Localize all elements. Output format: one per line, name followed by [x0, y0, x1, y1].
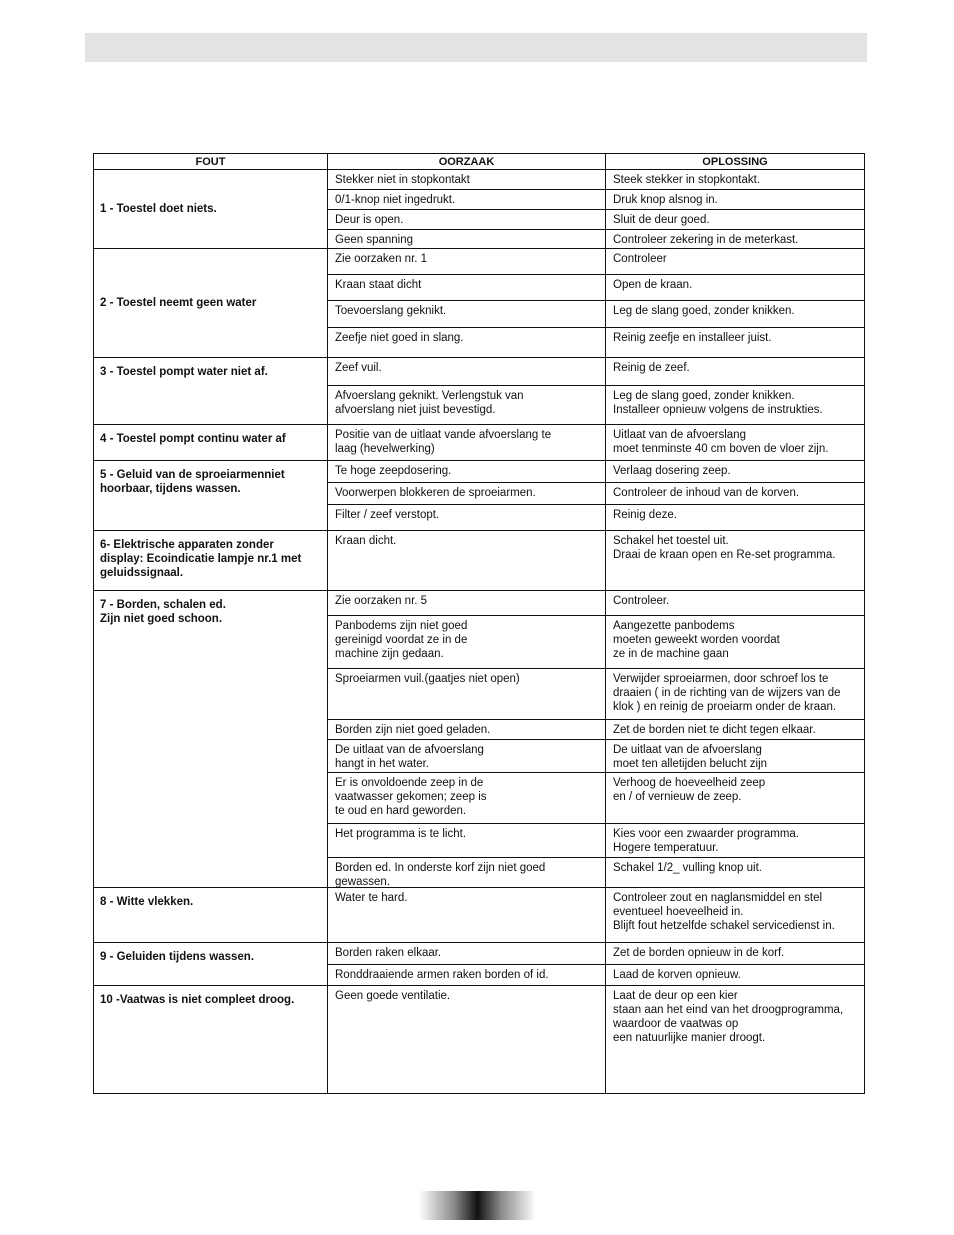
cause-line: [328, 739, 605, 772]
fault-cell: [94, 249, 328, 358]
solution-cell: [606, 888, 865, 943]
solution-line: [606, 209, 864, 229]
cause-text: Het programma is te licht.: [335, 828, 467, 840]
solution-line: [606, 358, 864, 385]
solution-text: Steek stekker in stopkontakt.: [613, 174, 761, 186]
solution-text: Reinig de zeef.: [613, 362, 690, 374]
fault-cell: [94, 986, 328, 1094]
solution-cell: [606, 943, 865, 986]
solution-cell: [606, 461, 865, 531]
solution-line: [606, 772, 864, 823]
cause-cell: [328, 461, 606, 531]
solution-line: [606, 249, 864, 274]
fault-cell: [94, 170, 328, 249]
cause-text: Zie oorzaken nr. 1: [335, 253, 428, 265]
cause-cell: [328, 358, 606, 425]
table-row: [94, 425, 865, 461]
cause-line: [328, 170, 605, 189]
solution-line: [606, 461, 864, 482]
fault-cell: [94, 425, 328, 461]
table-row: [94, 249, 865, 358]
cause-line: [328, 591, 605, 615]
solution-text: Verwijder sproeiarmen, door schroef los te draaien ( in de richting van de wijzers van de klok ) en reinig de proeiarm onder de kraan.: [613, 673, 841, 713]
cause-text: Sproeiarmen vuil.(gaatjes niet open): [335, 673, 520, 685]
oorzaak-header: OORZAAK: [328, 154, 606, 170]
cause-text: Deur is open.: [335, 214, 404, 226]
cause-text: Geen goede ventilatie.: [335, 990, 451, 1002]
cause-line: [328, 209, 605, 229]
solution-line: [606, 668, 864, 719]
cause-text: Zie oorzaken nr. 5: [335, 595, 428, 607]
fault-text: 7 - Borden, schalen ed. Zijn niet goed schoon.: [100, 599, 226, 625]
solution-line: [606, 888, 864, 942]
cause-text: Borden raken elkaar.: [335, 947, 442, 959]
cause-text: Borden ed. In onderste korf zijn niet goed gewassen.: [335, 862, 546, 888]
cause-line: [328, 300, 605, 327]
solution-cell: [606, 986, 865, 1094]
cause-text: Geen spanning: [335, 234, 414, 246]
solution-text: Reinig zeefje en installeer juist.: [613, 332, 772, 344]
solution-text: Schakel 1/2_ vulling knop uit.: [613, 862, 762, 874]
solution-text: Zet de borden opnieuw in de korf.: [613, 947, 785, 959]
cause-line: [328, 425, 605, 460]
cause-text: Voorwerpen blokkeren de sproeiarmen.: [335, 487, 536, 499]
solution-text: Laad de korven opnieuw.: [613, 969, 741, 981]
table-body: [94, 170, 865, 1094]
solution-text: Leg de slang goed, zonder knikken.: [613, 305, 795, 317]
cause-line: [328, 189, 605, 209]
cause-text: Zeef vuil.: [335, 362, 382, 374]
cause-line: [328, 823, 605, 857]
solution-line: [606, 300, 864, 327]
cause-line: [328, 249, 605, 274]
cause-text: De uitlaat van de afvoerslang hangt in het water.: [335, 744, 484, 770]
cause-line: [328, 327, 605, 357]
solution-line: [606, 943, 864, 964]
cause-text: Filter / zeef verstopt.: [335, 509, 440, 521]
solution-line: [606, 964, 864, 985]
cause-line: [328, 857, 605, 887]
solution-text: Controleer: [613, 253, 667, 265]
solution-line: [606, 504, 864, 530]
oplossing-header: OPLOSSING: [606, 154, 865, 170]
solution-line: [606, 615, 864, 668]
solution-line: [606, 229, 864, 248]
cause-line: [328, 772, 605, 823]
cause-text: Borden zijn niet goed geladen.: [335, 724, 491, 736]
solution-text: Controleer zout en naglansmiddel en stel eventueel hoeveelheid in. Blijft fout hetzelfde schakel servicedienst in.: [613, 892, 835, 932]
cause-line: [328, 668, 605, 719]
table-row: [94, 358, 865, 425]
solution-text: Leg de slang goed, zonder knikken. Installeer opnieuw volgens de instrukties.: [613, 390, 823, 416]
solution-line: [606, 986, 864, 1093]
solution-text: Verhoog de hoeveelheid zeep en / of vernieuw de zeep.: [613, 777, 766, 803]
solution-line: [606, 385, 864, 424]
solution-text: Schakel het toestel uit. Draai de kraan open en Re-set programma.: [613, 535, 836, 561]
cause-cell: [328, 888, 606, 943]
solution-text: Aangezette panbodems moeten geweekt worden voordat ze in de machine gaan: [613, 620, 780, 660]
page-number-tab: [419, 1191, 536, 1220]
cause-text: Kraan staat dicht: [335, 279, 422, 291]
fault-cell: [94, 461, 328, 531]
solution-line: [606, 823, 864, 857]
solution-cell: [606, 170, 865, 249]
cause-line: [328, 274, 605, 300]
solution-line: [606, 189, 864, 209]
solution-text: Druk knop alsnog in.: [613, 194, 718, 206]
solution-text: Controleer de inhoud van de korven.: [613, 487, 800, 499]
fault-cell: [94, 531, 328, 591]
solution-text: Open de kraan.: [613, 279, 693, 291]
cause-text: Afvoerslang geknikt. Verlengstuk van afvoerslang niet juist bevestigd.: [335, 390, 524, 416]
cause-text: Ronddraaiende armen raken borden of id.: [335, 969, 549, 981]
fault-text: 9 - Geluiden tijdens wassen.: [100, 951, 255, 963]
cause-text: Stekker niet in stopkontakt: [335, 174, 470, 186]
cause-line: [328, 504, 605, 530]
cause-text: Panbodems zijn niet goed gereinigd voordat ze in de machine zijn gedaan.: [335, 620, 468, 660]
fault-cell: [94, 591, 328, 888]
cause-line: [328, 385, 605, 424]
cause-line: [328, 986, 605, 1093]
solution-text: Reinig deze.: [613, 509, 677, 521]
cause-text: Positie van de uitlaat vande afvoerslang te laag (hevelwerking): [335, 429, 552, 455]
table-row: [94, 591, 865, 888]
fault-cell: [94, 943, 328, 986]
solution-text: Verlaag dosering zeep.: [613, 465, 731, 477]
solution-cell: [606, 531, 865, 591]
solution-text: Kies voor een zwaarder programma. Hogere temperatuur.: [613, 828, 799, 854]
cause-line: [328, 719, 605, 739]
solution-cell: [606, 425, 865, 461]
solution-line: [606, 739, 864, 772]
cause-text: Te hoge zeepdosering.: [335, 465, 452, 477]
cause-line: [328, 461, 605, 482]
table-row: [94, 531, 865, 591]
solution-text: Uitlaat van de afvoerslang moet tenminste 40 cm boven de vloer zijn.: [613, 429, 829, 455]
table-row: [94, 943, 865, 986]
solution-text: Controleer zekering in de meterkast.: [613, 234, 799, 246]
fault-text: 10 -Vaatwas is niet compleet droog.: [100, 994, 295, 1006]
cause-cell: [328, 986, 606, 1094]
fault-text: 5 - Geluid van de sproeiarmenniet hoorbaar, tijdens wassen.: [100, 469, 285, 495]
fault-text: 1 - Toestel doet niets.: [100, 203, 217, 215]
cause-cell: [328, 249, 606, 358]
header-bar: [85, 33, 867, 62]
solution-text: Controleer.: [613, 595, 670, 607]
troubleshooting-table: [93, 153, 865, 1094]
solution-line: [606, 531, 864, 590]
table-row: [94, 888, 865, 943]
cause-text: Zeefje niet goed in slang.: [335, 332, 464, 344]
cause-line: [328, 964, 605, 985]
solution-text: Sluit de deur goed.: [613, 214, 710, 226]
solution-line: [606, 482, 864, 504]
cause-text: Er is onvoldoende zeep in de vaatwasser gekomen; zeep is te oud en hard geworden.: [335, 777, 487, 817]
fault-text: 8 - Witte vlekken.: [100, 896, 194, 908]
solution-line: [606, 327, 864, 357]
cause-cell: [328, 531, 606, 591]
solution-text: Laat de deur op een kier staan aan het eind van het droogprogramma, waardoor de vaatwas op een natuurlijke manier droogt.: [613, 990, 844, 1044]
cause-line: [328, 943, 605, 964]
solution-text: Zet de borden niet te dicht tegen elkaar.: [613, 724, 816, 736]
fault-text: 3 - Toestel pompt water niet af.: [100, 366, 268, 378]
cause-text: 0/1-knop niet ingedrukt.: [335, 194, 456, 206]
cause-text: Water te hard.: [335, 892, 408, 904]
fault-text: 2 - Toestel neemt geen water: [100, 297, 257, 309]
fout-header: FOUT: [94, 154, 328, 170]
fault-text: 6- Elektrische apparaten zonder display: Ecoindicatie lampje nr.1 met geluidssignaal.: [100, 539, 302, 579]
solution-line: [606, 857, 864, 887]
cause-line: [328, 615, 605, 668]
cause-cell: [328, 943, 606, 986]
solution-line: [606, 170, 864, 189]
cause-line: [328, 229, 605, 248]
cause-cell: [328, 170, 606, 249]
cause-line: [328, 531, 605, 590]
fault-text: 4 - Toestel pompt continu water af: [100, 433, 286, 445]
table-header-row: [94, 154, 865, 170]
solution-cell: [606, 249, 865, 358]
table-row: [94, 461, 865, 531]
solution-line: [606, 719, 864, 739]
solution-cell: [606, 591, 865, 888]
cause-text: Kraan dicht.: [335, 535, 397, 547]
fault-cell: [94, 888, 328, 943]
solution-line: [606, 425, 864, 460]
cause-line: [328, 358, 605, 385]
cause-line: [328, 888, 605, 942]
solution-line: [606, 591, 864, 615]
table-row: [94, 986, 865, 1094]
solution-line: [606, 274, 864, 300]
fault-cell: [94, 358, 328, 425]
cause-text: Toevoerslang geknikt.: [335, 305, 447, 317]
cause-line: [328, 482, 605, 504]
cause-cell: [328, 425, 606, 461]
solution-text: De uitlaat van de afvoerslang moet ten alletijden belucht zijn: [613, 744, 768, 770]
solution-cell: [606, 358, 865, 425]
table-row: [94, 170, 865, 249]
cause-cell: [328, 591, 606, 888]
